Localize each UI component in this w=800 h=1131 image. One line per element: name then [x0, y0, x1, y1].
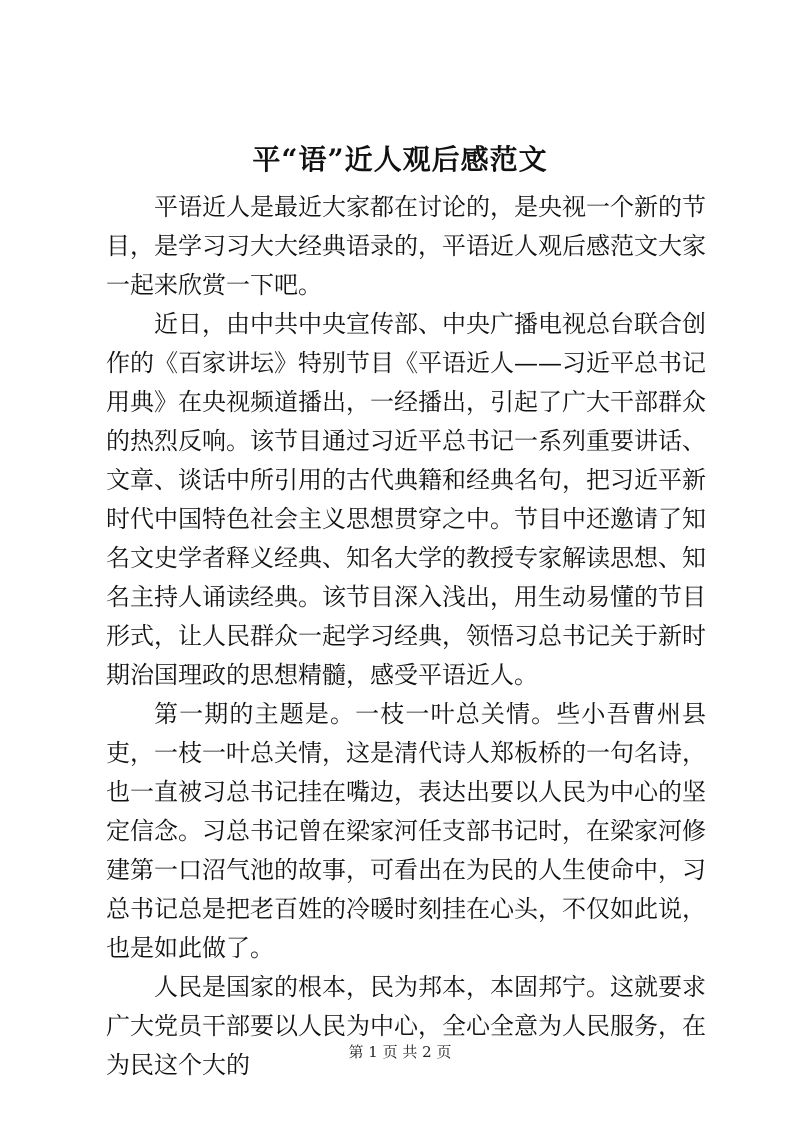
paragraph-people-centered: 人民是国家的根本，民为邦本，本固邦宁。这就要求广大党员干部要以人民为中心，全心全意为人民服务，在为民这个大的 [106, 973, 706, 1079]
document-body [106, 188, 706, 1085]
paragraph-program-description: 近日，由中共中央宣传部、中央广播电视总台联合创作的《百家讲坛》特别节目《平语近人——习近平总书记用典》在央视频道播出，一经播出，引起了广大干部群众的热烈反响。该节目通过习近平总书记一系列重要讲话、文章、谈话中所引用的古代典籍和经典名句，把习近平新时代中国特色社会主义思想贯穿之中。节目中还邀请了知名文史学者释义经典、知名大学的教授专家解读思想、知名主持人诵读经典。该节目深入浅出，用生动易懂的节目形式，让人民群众一起学习经典，领悟习总书记关于新时期治国理政的思想精髓，感受平语近人。 [106, 310, 706, 689]
paragraph-first-episode: 第一期的主题是。一枝一叶总关情。些小吾曹州县吏，一枝一叶总关情，这是清代诗人郑板桥的一句名诗，也一直被习总书记挂在嘴边，表达出要以人民为中心的坚定信念。习总书记曾在梁家河任支部书记时，在梁家河修建第一口沼气池的故事，可看出在为民的人生使命中，习总书记总是把老百姓的冷暖时刻挂在心头，不仅如此说，也是如此做了。 [106, 700, 706, 962]
paragraph-intro: 平语近人是最近大家都在讨论的，是央视一个新的节目，是学习习大大经典语录的，平语近人观后感范文大家一起来欣赏一下吧。 [106, 193, 706, 299]
page-number: 第 1 页 共 2 页 [348, 1043, 452, 1061]
document-title: 平“语”近人观后感范文 [252, 143, 548, 176]
